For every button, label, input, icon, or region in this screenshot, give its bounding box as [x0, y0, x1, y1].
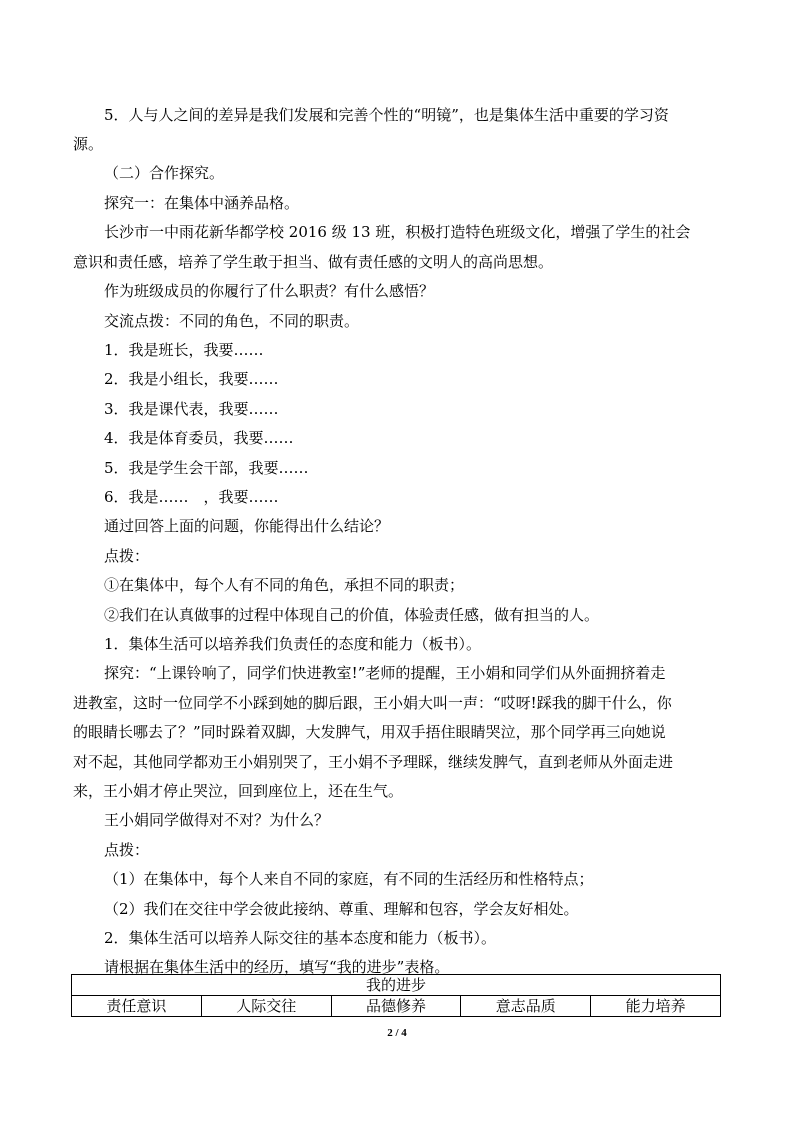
text-line: 来，王小娟才停止哭泣，回到座位上，还在生气。 [73, 782, 404, 800]
text-line: 王小娟同学做得对不对？为什么？ [104, 811, 330, 829]
text-line: 探究：“上课铃响了，同学们快进教室!”老师的提醒，王小娟和同学们从外面拥挤着走 [104, 664, 666, 682]
text-line: 点拨： [104, 841, 150, 859]
table-header-cell: 能力培养 [591, 996, 721, 1017]
text-line: 2．我是小组长，我要…… [104, 370, 279, 388]
text-line: 源。 [73, 135, 104, 153]
text-line: 长沙市一中雨花新华都学校 2016 级 13 班，积极打造特色班级文化，增强了学生的社会 [104, 223, 691, 241]
text-line: 2．集体生活可以培养人际交往的基本态度和能力（板书）。 [104, 929, 497, 947]
page-number: 2 / 4 [387, 1027, 407, 1039]
table-header-cell: 人际交往 [201, 996, 331, 1017]
table-header-row [72, 996, 721, 1017]
text-line: 的眼睛长哪去了？”同时跺着双脚，大发脾气，用双手捂住眼睛哭泣，那个同学再三向她说 [73, 723, 666, 741]
text-line: 5．我是学生会干部，我要…… [104, 459, 309, 477]
text-line: 作为班级成员的你履行了什么职责？有什么感悟？ [104, 282, 435, 300]
table-title: 我的进步 [72, 975, 721, 996]
text-line: 探究一：在集体中涵养品格。 [104, 194, 300, 212]
table-header-cell: 意志品质 [461, 996, 591, 1017]
text-line: 6．我是…… ，我要…… [104, 488, 279, 506]
text-line: 5．人与人之间的差异是我们发展和完善个性的“明镜”，也是集体生活中重要的学习资 [104, 106, 669, 124]
text-line: （1）在集体中，每个人来自不同的家庭，有不同的生活经历和性格特点； [104, 870, 594, 888]
text-line: ②我们在认真做事的过程中体现自己的价值，体验责任感，做有担当的人。 [104, 606, 600, 624]
text-line: （2）我们在交往中学会彼此接纳、尊重、理解和包容，学会友好相处。 [104, 900, 579, 918]
text-line: 进教室，这时一位同学不小踩到她的脚后跟，王小娟大叫一声：“哎呀!踩我的脚干什么，你 [73, 694, 672, 712]
text-line: 4．我是体育委员，我要…… [104, 429, 294, 447]
text-line: （二）合作探究。 [104, 164, 225, 182]
text-line: 对不起，其他同学都劝王小娟别哭了，王小娟不予理睬，继续发脾气，直到老师从外面走进 [73, 753, 674, 771]
progress-table [71, 974, 721, 1017]
text-line: 请根据在集体生活中的经历，填写“我的进步”表格。 [104, 958, 450, 976]
text-line: ①在集体中，每个人有不同的角色，承担不同的职责； [104, 576, 465, 594]
table-header-cell: 品德修养 [331, 996, 461, 1017]
text-line: 交流点拨：不同的角色，不同的职责。 [104, 312, 360, 330]
table-header-cell: 责任意识 [72, 996, 202, 1017]
text-line: 1．我是班长，我要…… [104, 341, 264, 359]
table-title-row [72, 975, 721, 996]
text-line: 意识和责任感，培养了学生敢于担当、做有责任感的文明人的高尚思想。 [73, 253, 554, 271]
text-line: 通过回答上面的问题，你能得出什么结论？ [104, 517, 390, 535]
text-line: 3．我是课代表，我要…… [104, 400, 279, 418]
text-line: 1．集体生活可以培养我们负责任的态度和能力（板书）。 [104, 635, 482, 653]
text-line: 点拨： [104, 547, 150, 565]
